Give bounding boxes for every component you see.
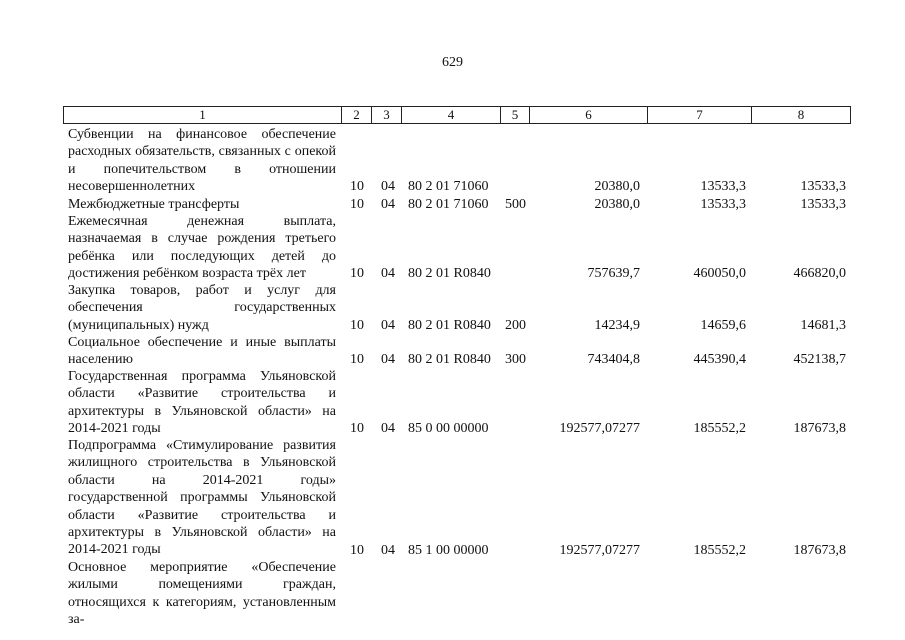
table-header bbox=[63, 106, 851, 124]
row-target-code: 80 2 01 R0840 bbox=[408, 318, 491, 333]
header-col-2: 2 bbox=[342, 107, 372, 123]
row-value-6: 192577,07277 bbox=[559, 543, 640, 558]
row-expense-type: 500 bbox=[505, 197, 526, 212]
row-name: Субвенции на финансовое обеспечение расходных обязательств, связанных с опекой и попечительством в отношении несовершеннолетних bbox=[68, 127, 336, 195]
row-target-code: 80 2 01 R0840 bbox=[408, 352, 491, 367]
row-section: 10 bbox=[350, 543, 364, 558]
row-section: 10 bbox=[350, 179, 364, 194]
row-name: Ежемесячная денежная выплата, назначаемая в случае рождения третьего ребёнка или последующих детей до достижения ребёнком возраста трёх лет bbox=[68, 214, 336, 282]
row-value-8: 466820,0 bbox=[793, 266, 846, 281]
row-value-8: 187673,8 bbox=[793, 421, 846, 436]
header-col-8: 8 bbox=[797, 107, 805, 122]
row-expense-type: 300 bbox=[505, 352, 526, 367]
row-value-6: 743404,8 bbox=[587, 352, 640, 367]
row-subsection: 04 bbox=[381, 352, 395, 367]
row-name: Межбюджетные трансферты bbox=[68, 197, 240, 212]
row-subsection: 04 bbox=[381, 318, 395, 333]
row-name: Социальное обеспечение и иные выплаты населению bbox=[68, 335, 336, 368]
header-col-3: 3 bbox=[372, 107, 402, 123]
row-name: Подпрограмма «Стимулирование развития жилищного строительства в Ульяновской области на 2014-2021 годы» государственной программы Ульяновской области «Развитие строительства и архитектуры в Ульяновской области» на 2014-2021 годы bbox=[68, 438, 336, 558]
row-value-6: 192577,07277 bbox=[559, 421, 640, 436]
row-value-7: 13533,3 bbox=[700, 179, 746, 194]
row-value-8: 14681,3 bbox=[800, 318, 846, 333]
row-value-7: 460050,0 bbox=[693, 266, 746, 281]
row-value-7: 185552,2 bbox=[693, 421, 746, 436]
header-col-5: 5 bbox=[501, 107, 530, 123]
row-name: Закупка товаров, работ и услуг для обеспечения государственных (муниципальных) нужд bbox=[68, 283, 336, 333]
header-col-7: 7 bbox=[648, 107, 752, 123]
row-value-8: 452138,7 bbox=[793, 352, 846, 367]
row-subsection: 04 bbox=[381, 421, 395, 436]
row-expense-type: 200 bbox=[505, 318, 526, 333]
row-subsection: 04 bbox=[381, 179, 395, 194]
row-value-7: 13533,3 bbox=[700, 197, 746, 212]
row-value-6: 20380,0 bbox=[594, 179, 640, 194]
row-target-code: 80 2 01 R0840 bbox=[408, 266, 491, 281]
row-target-code: 85 0 00 00000 bbox=[408, 421, 489, 436]
row-subsection: 04 bbox=[381, 266, 395, 281]
row-value-6: 20380,0 bbox=[594, 197, 640, 212]
row-target-code: 85 1 00 00000 bbox=[408, 543, 489, 558]
header-col-6: 6 bbox=[530, 107, 648, 123]
header-col-1: 1 bbox=[64, 107, 342, 123]
row-target-code: 80 2 01 71060 bbox=[408, 197, 489, 212]
row-section: 10 bbox=[350, 197, 364, 212]
row-name: Основное мероприятие «Обеспечение жилыми помещениями граждан, относящихся к категориям, установленным за- bbox=[68, 560, 336, 628]
row-target-code: 80 2 01 71060 bbox=[408, 179, 489, 194]
row-name: Государственная программа Ульяновской области «Развитие строительства и архитектуры в Ульяновской области» на 2014-2021 годы bbox=[68, 369, 336, 437]
row-subsection: 04 bbox=[381, 543, 395, 558]
header-col-4: 4 bbox=[402, 107, 501, 123]
row-value-8: 13533,3 bbox=[800, 197, 846, 212]
row-subsection: 04 bbox=[381, 197, 395, 212]
row-value-7: 14659,6 bbox=[700, 318, 746, 333]
row-section: 10 bbox=[350, 318, 364, 333]
row-value-7: 185552,2 bbox=[693, 543, 746, 558]
row-value-6: 757639,7 bbox=[587, 266, 640, 281]
row-section: 10 bbox=[350, 352, 364, 367]
row-value-8: 187673,8 bbox=[793, 543, 846, 558]
row-value-7: 445390,4 bbox=[693, 352, 746, 367]
row-value-6: 14234,9 bbox=[594, 318, 640, 333]
row-value-8: 13533,3 bbox=[800, 179, 846, 194]
row-section: 10 bbox=[350, 266, 364, 281]
row-section: 10 bbox=[350, 421, 364, 436]
page-number: 629 bbox=[442, 55, 463, 70]
